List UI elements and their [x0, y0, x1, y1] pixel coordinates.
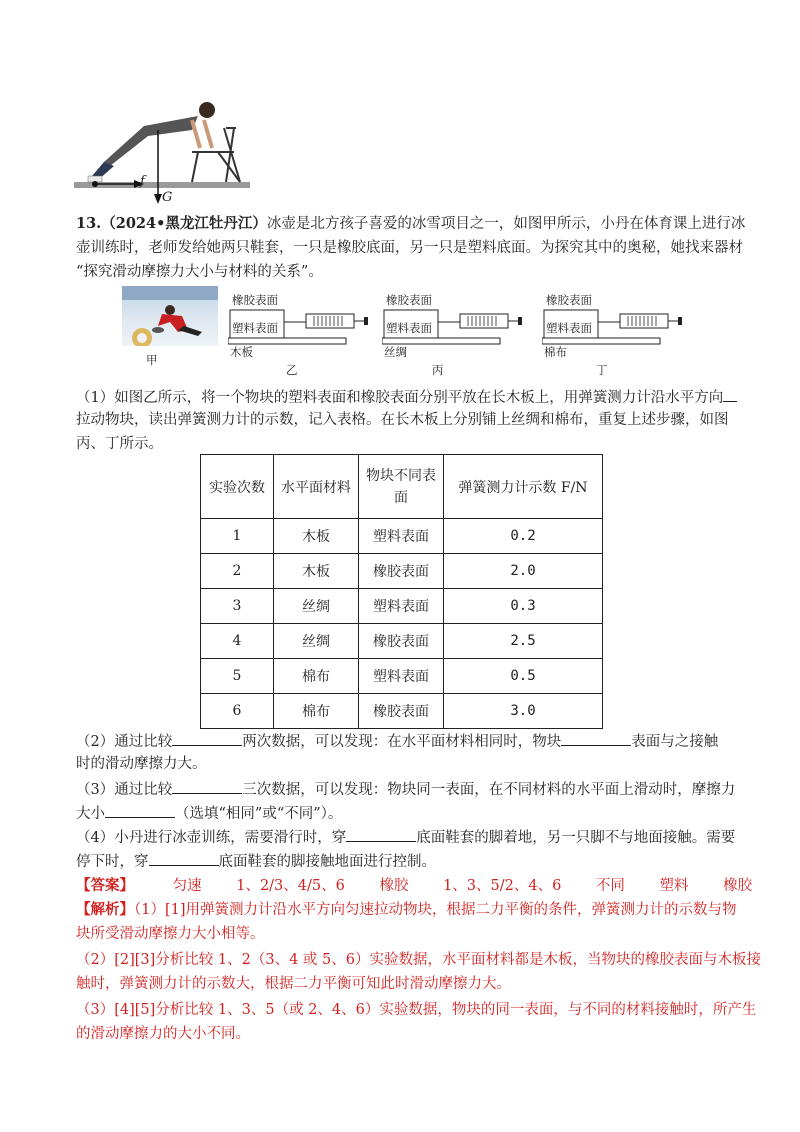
answer-item: 1、2/3、4/5、6 — [236, 878, 345, 894]
table-cell: 丝绸 — [274, 624, 359, 659]
header-cell: 水平面材料 — [274, 455, 359, 519]
bing-top-label: 橡胶表面 — [386, 293, 432, 307]
part3-text-2a: 大小 — [76, 806, 105, 822]
question-intro-1: 冰壶是北方孩子喜爱的冰雪项目之一，如图甲所示，小丹在体育课上进行冰 — [266, 216, 746, 232]
part4-text-a: （4）小丹进行冰壶训练，需要滑行时，穿 — [76, 830, 347, 846]
figure-bing — [382, 290, 524, 370]
pushup-figure — [74, 96, 250, 206]
question-line-3: “探究滑动摩擦力大小与材料的关系”。 — [76, 264, 323, 280]
part2-text-b: 两次数据，可以发现：在水平面材料相同时，物块 — [242, 734, 562, 750]
part4-text-b: 底面鞋套的脚着地，另一只脚不与地面接触。需要 — [416, 830, 736, 846]
question-number: 13. — [76, 215, 102, 232]
table-cell: 棉布 — [274, 659, 359, 694]
part4-text-2b: 底面鞋套的脚接触地面进行控制。 — [218, 854, 436, 870]
analysis-line-4: 触时，弹簧测力计的示数大，根据二力平衡可知此时滑动摩擦力大。 — [76, 976, 511, 992]
analysis-line-6: 的滑动摩擦力的大小不同。 — [76, 1026, 250, 1042]
part3-blank-2[interactable] — [105, 802, 175, 818]
table-row — [201, 554, 603, 589]
table-cell: 0.5 — [444, 659, 603, 694]
answer-item: 不同 — [595, 878, 625, 894]
part2-text-c: 表面与之接触 — [631, 734, 719, 750]
table-cell: 棉布 — [274, 694, 359, 729]
analysis-label: 【解析】 — [76, 901, 134, 918]
ding-board-label: 棉布 — [544, 345, 567, 359]
question-line-1 — [76, 214, 745, 234]
header-cell: 实验次数 — [201, 455, 274, 519]
analysis-line-3: （2）[2][3]分析比较 1、2（3、4 或 5、6）实验数据，水平面材料都是木板，当物块的橡胶表面与木板接 — [76, 952, 761, 968]
part1-line-3: 丙、丁所示。 — [76, 436, 163, 452]
analysis-line-1 — [76, 900, 737, 920]
table-cell: 塑料表面 — [359, 659, 444, 694]
part2-line-1 — [76, 730, 718, 752]
figure-ding — [542, 290, 684, 370]
table-cell: 橡胶表面 — [359, 554, 444, 589]
bing-block-label: 塑料表面 — [386, 321, 432, 335]
caption-jia: 甲 — [146, 353, 158, 367]
table-cell: 木板 — [274, 519, 359, 554]
part2-blank-2[interactable] — [561, 730, 631, 746]
table-cell: 塑料表面 — [359, 589, 444, 624]
part1-text-1: （1）如图乙所示，将一个物块的塑料表面和橡胶表面分别平放在长木板上，用弹簧测力计沿水平方向 — [76, 390, 724, 406]
table-cell: 5 — [201, 659, 274, 694]
part4-line-2 — [76, 850, 436, 872]
caption-yi: 乙 — [286, 363, 298, 377]
part2-blank-1[interactable] — [172, 730, 242, 746]
table-row — [201, 659, 603, 694]
table-row — [201, 624, 603, 659]
answer-label: 【答案】 — [76, 877, 134, 894]
yi-block-label: 塑料表面 — [232, 321, 278, 335]
answer-item: 塑料 — [659, 878, 689, 894]
table-cell: 0.2 — [444, 519, 603, 554]
answer-item: 匀速 — [172, 878, 202, 894]
part2-line-2: 时的滑动摩擦力大。 — [76, 756, 207, 772]
yi-board-label: 木板 — [230, 345, 253, 359]
table-cell: 2.0 — [444, 554, 603, 589]
header-cell: 弹簧测力计示数 F/N — [444, 455, 603, 519]
question-source: （2024•黑龙江牡丹江） — [101, 215, 267, 232]
part4-line-1 — [76, 826, 735, 848]
analysis-line-2: 块所受滑动摩擦力大小相等。 — [76, 926, 265, 942]
part1-line-1 — [76, 386, 737, 408]
part3-blank-1[interactable] — [172, 778, 242, 794]
analysis-text-1: （1）[1]用弹簧测力计沿水平方向匀速拉动物块，根据二力平衡的条件，弹簧测力计的示数与物 — [134, 902, 737, 918]
part3-text-a: （3）通过比较 — [76, 782, 173, 798]
friction-label: f — [140, 174, 145, 189]
results-table — [200, 454, 603, 729]
part4-blank-1[interactable] — [346, 826, 416, 842]
table-header-row — [201, 455, 603, 519]
table-cell: 2.5 — [444, 624, 603, 659]
table-cell: 2 — [201, 554, 274, 589]
part1-blank[interactable] — [723, 386, 737, 402]
figure-jia-photo — [122, 286, 218, 346]
table-cell: 塑料表面 — [359, 519, 444, 554]
answer-item: 橡胶 — [723, 878, 753, 894]
bing-board-label: 丝绸 — [384, 345, 407, 359]
table-row — [201, 694, 603, 729]
table-cell: 3 — [201, 589, 274, 624]
analysis-line-5: （3）[4][5]分析比较 1、3、5（或 2、4、6）实验数据，物块的同一表面，与不同的材料接触时，所产生 — [76, 1002, 757, 1018]
question-line-2: 壶训练时，老师发给她两只鞋套，一只是橡胶底面，另一只是塑料底面。为探究其中的奥秘，她找来器材 — [76, 240, 743, 256]
table-cell: 橡胶表面 — [359, 694, 444, 729]
part1-line-2: 拉动物块，读出弹簧测力计的示数，记入表格。在长木板上分别铺上丝绸和棉布，重复上述步骤，如图 — [76, 412, 729, 428]
ding-block-label: 塑料表面 — [546, 321, 592, 335]
header-cell: 物块不同表面 — [359, 455, 444, 519]
table-row — [201, 519, 603, 554]
answer-line — [76, 876, 752, 896]
answer-item: 1、3、5/2、4、6 — [443, 878, 562, 894]
figure-yi — [228, 290, 370, 370]
part3-line-1 — [76, 778, 735, 800]
table-cell: 木板 — [274, 554, 359, 589]
answer-item: 橡胶 — [379, 878, 409, 894]
table-cell: 4 — [201, 624, 274, 659]
table-cell: 1 — [201, 519, 274, 554]
part3-text-2b: （选填“相同”或“不同”）。 — [175, 806, 343, 822]
gravity-label: G — [162, 190, 173, 205]
table-cell: 0.3 — [444, 589, 603, 624]
caption-ding: 丁 — [596, 363, 608, 377]
part3-line-2 — [76, 802, 342, 824]
table-cell: 橡胶表面 — [359, 624, 444, 659]
part4-text-2a: 停下时，穿 — [76, 854, 149, 870]
part3-text-b: 三次数据，可以发现：物块同一表面，在不同材料的水平面上滑动时，摩擦力 — [242, 782, 736, 798]
table-row — [201, 589, 603, 624]
table-cell: 丝绸 — [274, 589, 359, 624]
ding-top-label: 橡胶表面 — [546, 293, 592, 307]
yi-top-label: 橡胶表面 — [232, 293, 278, 307]
part4-blank-2[interactable] — [149, 850, 219, 866]
part2-text-a: （2）通过比较 — [76, 734, 173, 750]
table-cell: 3.0 — [444, 694, 603, 729]
caption-bing: 丙 — [432, 363, 444, 377]
table-cell: 6 — [201, 694, 274, 729]
